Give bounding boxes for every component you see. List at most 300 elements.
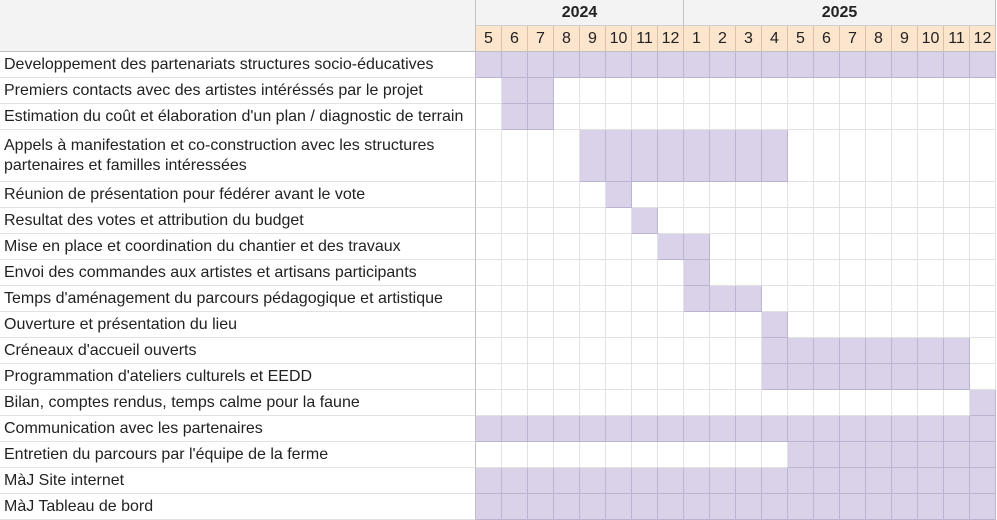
grid-cell (658, 260, 684, 286)
gantt-bar-cell (684, 130, 710, 182)
task-label: Temps d'aménagement du parcours pédagogique et artistique (0, 286, 476, 312)
grid-cell (788, 390, 814, 416)
grid-cell (502, 286, 528, 312)
grid-cell (554, 338, 580, 364)
grid-cell (528, 442, 554, 468)
grid-cell (710, 104, 736, 130)
grid-cell (944, 130, 970, 182)
gantt-bar-cell (554, 416, 580, 442)
grid-cell (658, 104, 684, 130)
gantt-bar-cell (788, 442, 814, 468)
grid-cell (554, 364, 580, 390)
gantt-bar-cell (788, 468, 814, 494)
month-header: 4 (762, 26, 788, 52)
grid-cell (476, 286, 502, 312)
grid-cell (866, 130, 892, 182)
gantt-bar-cell (528, 494, 554, 520)
grid-cell (788, 208, 814, 234)
grid-cell (814, 312, 840, 338)
gantt-bar-cell (710, 416, 736, 442)
gantt-bar-cell (632, 416, 658, 442)
month-header: 6 (814, 26, 840, 52)
grid-cell (502, 130, 528, 182)
grid-cell (970, 364, 996, 390)
grid-cell (554, 260, 580, 286)
gantt-bar-cell (476, 494, 502, 520)
grid-cell (814, 234, 840, 260)
grid-cell (528, 338, 554, 364)
gantt-bar-cell (632, 52, 658, 78)
grid-cell (554, 390, 580, 416)
grid-cell (970, 182, 996, 208)
grid-cell (944, 260, 970, 286)
gantt-bar-cell (814, 494, 840, 520)
grid-cell (476, 182, 502, 208)
gantt-bar-cell (632, 130, 658, 182)
gantt-bar-cell (762, 416, 788, 442)
grid-cell (736, 312, 762, 338)
gantt-bar-cell (528, 78, 554, 104)
grid-cell (762, 234, 788, 260)
gantt-bar-cell (892, 364, 918, 390)
grid-cell (476, 78, 502, 104)
gantt-bar-cell (502, 416, 528, 442)
grid-cell (632, 390, 658, 416)
gantt-bar-cell (762, 364, 788, 390)
grid-cell (528, 390, 554, 416)
grid-cell (502, 442, 528, 468)
gantt-bar-cell (840, 364, 866, 390)
grid-cell (866, 182, 892, 208)
gantt-bar-cell (658, 52, 684, 78)
grid-cell (658, 338, 684, 364)
gantt-bar-cell (736, 468, 762, 494)
month-header: 2 (710, 26, 736, 52)
grid-cell (476, 130, 502, 182)
gantt-bar-cell (710, 130, 736, 182)
grid-cell (554, 312, 580, 338)
grid-cell (580, 234, 606, 260)
grid-cell (918, 390, 944, 416)
grid-cell (814, 286, 840, 312)
grid-cell (502, 312, 528, 338)
gantt-bar-cell (840, 494, 866, 520)
grid-cell (866, 312, 892, 338)
grid-cell (736, 338, 762, 364)
grid-cell (554, 286, 580, 312)
grid-cell (632, 182, 658, 208)
grid-cell (658, 364, 684, 390)
grid-cell (554, 234, 580, 260)
grid-cell (684, 390, 710, 416)
grid-cell (554, 208, 580, 234)
grid-cell (658, 442, 684, 468)
grid-cell (528, 312, 554, 338)
grid-cell (918, 104, 944, 130)
month-header: 7 (528, 26, 554, 52)
grid-cell (658, 286, 684, 312)
grid-cell (736, 78, 762, 104)
grid-cell (892, 260, 918, 286)
gantt-bar-cell (866, 442, 892, 468)
month-header: 10 (918, 26, 944, 52)
grid-cell (840, 208, 866, 234)
task-label: MàJ Site internet (0, 468, 476, 494)
gantt-bar-cell (762, 468, 788, 494)
gantt-bar-cell (736, 494, 762, 520)
grid-cell (918, 286, 944, 312)
gantt-bar-cell (606, 468, 632, 494)
grid-cell (866, 234, 892, 260)
year-header: 2025 (684, 0, 996, 26)
grid-cell (632, 338, 658, 364)
gantt-bar-cell (840, 338, 866, 364)
grid-cell (918, 234, 944, 260)
grid-cell (476, 364, 502, 390)
gantt-bar-cell (632, 208, 658, 234)
grid-cell (892, 78, 918, 104)
gantt-bar-cell (892, 52, 918, 78)
month-header: 12 (970, 26, 996, 52)
task-label: Envoi des commandes aux artistes et artisans participants (0, 260, 476, 286)
grid-cell (632, 442, 658, 468)
grid-cell (554, 130, 580, 182)
gantt-bar-cell (840, 52, 866, 78)
grid-cell (502, 182, 528, 208)
grid-cell (580, 208, 606, 234)
gantt-bar-cell (580, 468, 606, 494)
grid-cell (528, 260, 554, 286)
grid-cell (606, 208, 632, 234)
grid-cell (736, 208, 762, 234)
grid-cell (840, 234, 866, 260)
gantt-bar-cell (944, 364, 970, 390)
grid-cell (788, 312, 814, 338)
grid-cell (944, 286, 970, 312)
grid-cell (814, 208, 840, 234)
grid-cell (918, 130, 944, 182)
month-header: 8 (554, 26, 580, 52)
grid-cell (892, 286, 918, 312)
task-label: Bilan, comptes rendus, temps calme pour la faune (0, 390, 476, 416)
grid-cell (528, 286, 554, 312)
gantt-bar-cell (606, 416, 632, 442)
gantt-bar-cell (970, 442, 996, 468)
grid-cell (580, 286, 606, 312)
grid-cell (684, 364, 710, 390)
gantt-bar-cell (502, 78, 528, 104)
grid-cell (580, 78, 606, 104)
gantt-bar-cell (736, 130, 762, 182)
grid-cell (632, 78, 658, 104)
task-label: Communication avec les partenaires (0, 416, 476, 442)
grid-cell (762, 104, 788, 130)
grid-cell (528, 208, 554, 234)
grid-cell (814, 260, 840, 286)
year-header: 2024 (476, 0, 684, 26)
grid-cell (606, 312, 632, 338)
grid-cell (970, 260, 996, 286)
grid-cell (710, 338, 736, 364)
gantt-bar-cell (684, 234, 710, 260)
gantt-bar-cell (814, 52, 840, 78)
grid-cell (840, 78, 866, 104)
task-label: Appels à manifestation et co-construction avec les structures partenaires et familles intéressées (0, 130, 476, 182)
gantt-bar-cell (866, 494, 892, 520)
gantt-bar-cell (684, 286, 710, 312)
grid-cell (944, 104, 970, 130)
gantt-bar-cell (710, 494, 736, 520)
grid-cell (892, 234, 918, 260)
grid-cell (528, 364, 554, 390)
task-label: Resultat des votes et attribution du budget (0, 208, 476, 234)
gantt-bar-cell (762, 338, 788, 364)
grid-cell (502, 390, 528, 416)
gantt-bar-cell (866, 364, 892, 390)
month-header: 12 (658, 26, 684, 52)
grid-cell (970, 104, 996, 130)
grid-cell (918, 78, 944, 104)
gantt-bar-cell (684, 494, 710, 520)
grid-cell (476, 234, 502, 260)
gantt-bar-cell (788, 494, 814, 520)
grid-cell (736, 442, 762, 468)
gantt-bar-cell (710, 52, 736, 78)
gantt-bar-cell (840, 416, 866, 442)
grid-cell (684, 78, 710, 104)
gantt-bar-cell (736, 286, 762, 312)
grid-cell (788, 286, 814, 312)
grid-cell (684, 338, 710, 364)
gantt-bar-cell (840, 468, 866, 494)
gantt-bar-cell (918, 52, 944, 78)
gantt-bar-cell (788, 52, 814, 78)
grid-cell (814, 130, 840, 182)
grid-cell (710, 390, 736, 416)
month-header: 8 (866, 26, 892, 52)
grid-cell (502, 260, 528, 286)
gantt-bar-cell (918, 364, 944, 390)
grid-cell (788, 130, 814, 182)
grid-cell (606, 78, 632, 104)
gantt-bar-cell (528, 104, 554, 130)
grid-cell (606, 234, 632, 260)
gantt-bar-cell (684, 416, 710, 442)
grid-cell (814, 390, 840, 416)
gantt-bar-cell (814, 338, 840, 364)
grid-cell (814, 78, 840, 104)
grid-cell (580, 338, 606, 364)
grid-cell (684, 208, 710, 234)
grid-cell (762, 208, 788, 234)
grid-cell (476, 338, 502, 364)
gantt-bar-cell (736, 52, 762, 78)
month-header: 3 (736, 26, 762, 52)
grid-cell (970, 130, 996, 182)
grid-cell (788, 260, 814, 286)
task-label: Créneaux d'accueil ouverts (0, 338, 476, 364)
month-header: 1 (684, 26, 710, 52)
task-label: Réunion de présentation pour fédérer avant le vote (0, 182, 476, 208)
grid-cell (736, 234, 762, 260)
gantt-bar-cell (970, 494, 996, 520)
grid-cell (606, 286, 632, 312)
grid-cell (840, 390, 866, 416)
gantt-bar-cell (918, 468, 944, 494)
grid-cell (892, 390, 918, 416)
gantt-bar-cell (918, 338, 944, 364)
task-label: Ouverture et présentation du lieu (0, 312, 476, 338)
grid-cell (918, 260, 944, 286)
grid-cell (580, 260, 606, 286)
gantt-bar-cell (658, 234, 684, 260)
gantt-bar-cell (606, 182, 632, 208)
grid-cell (892, 182, 918, 208)
grid-cell (658, 312, 684, 338)
grid-cell (528, 130, 554, 182)
grid-cell (476, 390, 502, 416)
month-header: 10 (606, 26, 632, 52)
gantt-bar-cell (632, 468, 658, 494)
gantt-bar-cell (658, 468, 684, 494)
grid-cell (476, 442, 502, 468)
grid-cell (554, 104, 580, 130)
gantt-bar-cell (476, 52, 502, 78)
grid-cell (632, 312, 658, 338)
grid-cell (658, 390, 684, 416)
grid-cell (762, 182, 788, 208)
gantt-bar-cell (684, 260, 710, 286)
grid-cell (710, 260, 736, 286)
grid-cell (502, 208, 528, 234)
grid-cell (866, 286, 892, 312)
grid-cell (866, 104, 892, 130)
grid-cell (710, 182, 736, 208)
gantt-bar-cell (814, 468, 840, 494)
grid-cell (710, 208, 736, 234)
gantt-bar-cell (736, 416, 762, 442)
gantt-bar-cell (866, 468, 892, 494)
gantt-bar-cell (502, 104, 528, 130)
grid-cell (970, 78, 996, 104)
month-header: 5 (476, 26, 502, 52)
grid-cell (528, 182, 554, 208)
gantt-bar-cell (918, 494, 944, 520)
gantt-bar-cell (892, 468, 918, 494)
gantt-bar-cell (762, 312, 788, 338)
grid-cell (710, 442, 736, 468)
gantt-bar-cell (866, 52, 892, 78)
gantt-bar-cell (528, 52, 554, 78)
grid-cell (970, 312, 996, 338)
grid-cell (788, 234, 814, 260)
gantt-bar-cell (762, 52, 788, 78)
gantt-bar-cell (892, 338, 918, 364)
gantt-bar-cell (814, 416, 840, 442)
task-label: Estimation du coût et élaboration d'un plan / diagnostic de terrain (0, 104, 476, 130)
grid-cell (606, 364, 632, 390)
task-label: Premiers contacts avec des artistes intéréssés par le projet (0, 78, 476, 104)
gantt-bar-cell (944, 468, 970, 494)
grid-cell (632, 104, 658, 130)
grid-cell (944, 390, 970, 416)
grid-cell (476, 208, 502, 234)
grid-cell (840, 286, 866, 312)
gantt-bar-cell (892, 416, 918, 442)
grid-cell (528, 234, 554, 260)
grid-cell (658, 78, 684, 104)
grid-cell (502, 364, 528, 390)
gantt-bar-cell (866, 416, 892, 442)
grid-cell (840, 182, 866, 208)
grid-cell (684, 104, 710, 130)
grid-cell (762, 442, 788, 468)
gantt-bar-cell (840, 442, 866, 468)
grid-cell (866, 78, 892, 104)
grid-cell (710, 364, 736, 390)
gantt-bar-cell (658, 494, 684, 520)
grid-cell (606, 390, 632, 416)
task-label: Mise en place et coordination du chantier et des travaux (0, 234, 476, 260)
grid-cell (658, 208, 684, 234)
grid-cell (606, 260, 632, 286)
grid-cell (476, 104, 502, 130)
gantt-bar-cell (476, 416, 502, 442)
gantt-bar-cell (606, 494, 632, 520)
gantt-bar-cell (606, 52, 632, 78)
grid-cell (736, 364, 762, 390)
grid-cell (502, 234, 528, 260)
grid-cell (736, 260, 762, 286)
grid-cell (632, 364, 658, 390)
grid-cell (944, 234, 970, 260)
grid-cell (762, 286, 788, 312)
gantt-bar-cell (502, 52, 528, 78)
grid-cell (684, 442, 710, 468)
grid-cell (710, 78, 736, 104)
grid-cell (814, 104, 840, 130)
grid-cell (944, 208, 970, 234)
gantt-bar-cell (892, 494, 918, 520)
gantt-bar-cell (502, 468, 528, 494)
grid-cell (606, 104, 632, 130)
gantt-bar-cell (970, 468, 996, 494)
header-corner (0, 0, 476, 52)
month-header: 7 (840, 26, 866, 52)
grid-cell (580, 442, 606, 468)
gantt-bar-cell (944, 442, 970, 468)
grid-cell (554, 78, 580, 104)
month-header: 6 (502, 26, 528, 52)
grid-cell (918, 182, 944, 208)
grid-cell (840, 312, 866, 338)
gantt-bar-cell (970, 390, 996, 416)
grid-cell (866, 208, 892, 234)
grid-cell (788, 182, 814, 208)
grid-cell (788, 104, 814, 130)
gantt-bar-cell (580, 52, 606, 78)
gantt-bar-cell (918, 416, 944, 442)
gantt-bar-cell (944, 338, 970, 364)
grid-cell (892, 312, 918, 338)
gantt-bar-cell (944, 494, 970, 520)
gantt-bar-cell (918, 442, 944, 468)
grid-cell (840, 260, 866, 286)
grid-cell (632, 234, 658, 260)
grid-cell (736, 182, 762, 208)
grid-cell (606, 442, 632, 468)
grid-cell (970, 208, 996, 234)
